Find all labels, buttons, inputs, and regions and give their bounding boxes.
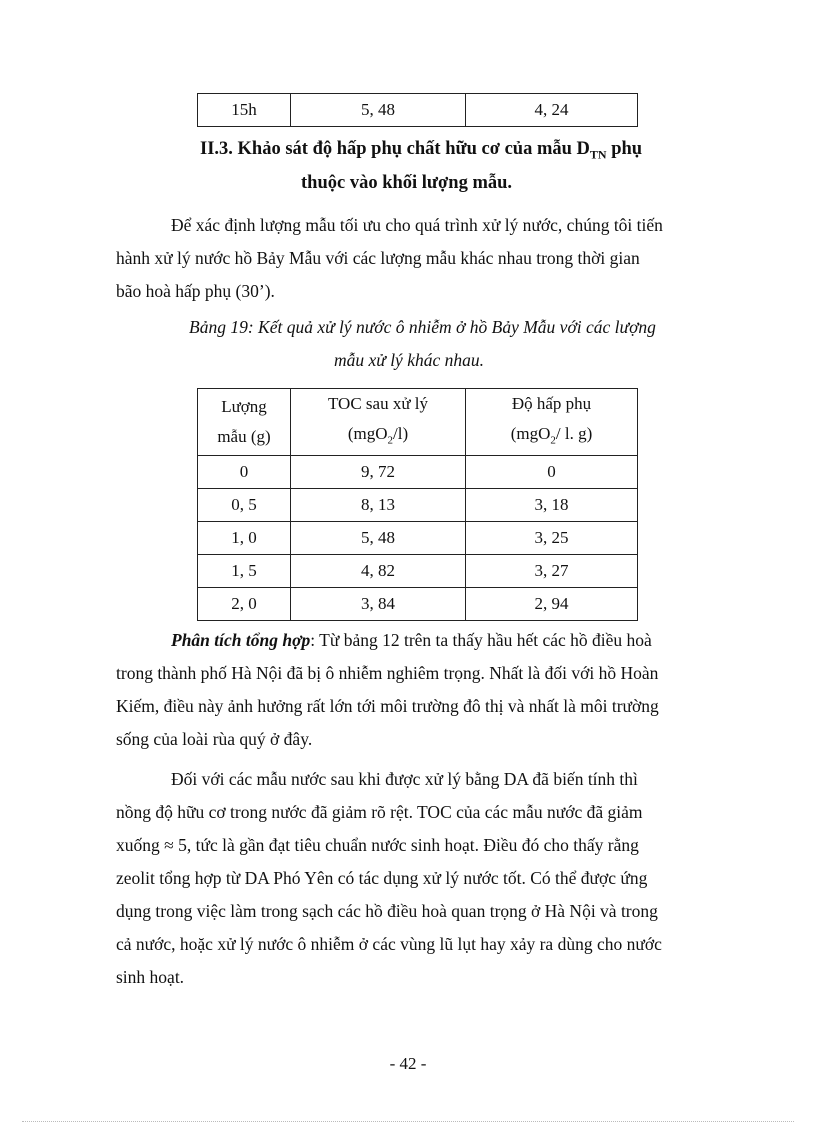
paragraph-line: Để xác định lượng mẫu tối ưu cho quá trình xử lý nước, chúng tôi tiến: [171, 215, 663, 235]
paragraph-line: sống của loài rùa quý ở đây.: [116, 729, 313, 749]
paragraph-line: trong thành phố Hà Nội đã bị ô nhiễm nghiêm trọng. Nhất là đối với hồ Hoàn: [116, 663, 659, 683]
section-heading: II.3. Khảo sát độ hấp phụ chất hữu cơ của mẫu $D_{TN}$ phụ: [200, 139, 643, 162]
paragraph-line: hành xử lý nước hồ Bảy Mẫu với các lượng mẫu khác nhau trong thời gian: [116, 248, 640, 268]
paragraph-line: nồng độ hữu cơ trong nước đã giảm rõ rệt. TOC của các mẫu nước đã giảm: [116, 802, 643, 822]
table-cell: 0: [198, 456, 291, 489]
page-number: - 42 -: [389, 1054, 427, 1073]
table-row: [198, 94, 638, 127]
previous-table-fragment: [197, 93, 638, 127]
table-cell: 2, 0: [198, 588, 291, 621]
paragraph-line: sinh hoạt.: [116, 967, 185, 987]
paragraph-line: Kiếm, điều này ảnh hưởng rất lớn tới môi trường đô thị và nhất là môi trường: [116, 696, 659, 716]
table-cell: 8, 13: [291, 489, 466, 522]
section-heading-line2: thuộc vào khối lượng mẫu.: [301, 173, 513, 193]
analysis-label: Phân tích tổng hợp: [171, 630, 311, 650]
results-table: [197, 388, 638, 621]
table-cell: 3, 27: [466, 555, 638, 588]
table-cell: 0: [466, 456, 638, 489]
table-row: [198, 522, 638, 555]
paragraph-line: bão hoà hấp phụ (30’).: [116, 281, 275, 301]
table-caption: Bảng 19: Kết quả xử lý nước ô nhiễm ở hồ Bảy Mẫu với các lượng: [189, 317, 656, 337]
table-row: [198, 555, 638, 588]
table-cell: 5, 48: [291, 522, 466, 555]
table-header-row: [198, 389, 638, 456]
table-cell: 1, 0: [198, 522, 291, 555]
paragraph-line: cả nước, hoặc xử lý nước ô nhiễm ở các vùng lũ lụt hay xảy ra dùng cho nước: [116, 934, 662, 954]
table-cell: 4, 24: [466, 94, 638, 127]
table-row: [198, 456, 638, 489]
table-row: [198, 588, 638, 621]
paragraph-line: zeolit tổng hợp từ DA Phó Yên có tác dụng xử lý nước tốt. Có thể được ứng: [116, 868, 648, 888]
table-cell: 5, 48: [291, 94, 466, 127]
paragraph-line: dụng trong việc làm trong sạch các hồ điều hoà quan trọng ở Hà Nội và trong: [116, 901, 658, 921]
table-row: [198, 489, 638, 522]
column-header: TOC sau xử lý (mgO$_2$/l): [291, 389, 466, 456]
footer-divider: [22, 1121, 794, 1122]
paragraph-line: Đối với các mẫu nước sau khi được xử lý bằng DA đã biến tính thì: [171, 769, 638, 789]
table-caption-line2: mẫu xử lý khác nhau.: [334, 350, 484, 370]
table-cell: 2, 94: [466, 588, 638, 621]
column-header: Lượng mẫu (g): [198, 389, 291, 456]
table-cell: 0, 5: [198, 489, 291, 522]
table-cell: 15h: [198, 94, 291, 127]
paragraph-line: xuống ≈ 5, tức là gần đạt tiêu chuẩn nước sinh hoạt. Điều đó cho thấy rằng: [116, 835, 639, 855]
table-cell: 1, 5: [198, 555, 291, 588]
table-cell: 3, 84: [291, 588, 466, 621]
table-cell: 4, 82: [291, 555, 466, 588]
table-cell: 3, 18: [466, 489, 638, 522]
column-header: Độ hấp phụ (mgO$_2$/ l. g): [466, 389, 638, 456]
table-cell: 9, 72: [291, 456, 466, 489]
analysis-line: Phân tích tổng hợp: Từ bảng 12 trên ta thấy hầu hết các hồ điều hoà: [171, 630, 652, 650]
table-cell: 3, 25: [466, 522, 638, 555]
